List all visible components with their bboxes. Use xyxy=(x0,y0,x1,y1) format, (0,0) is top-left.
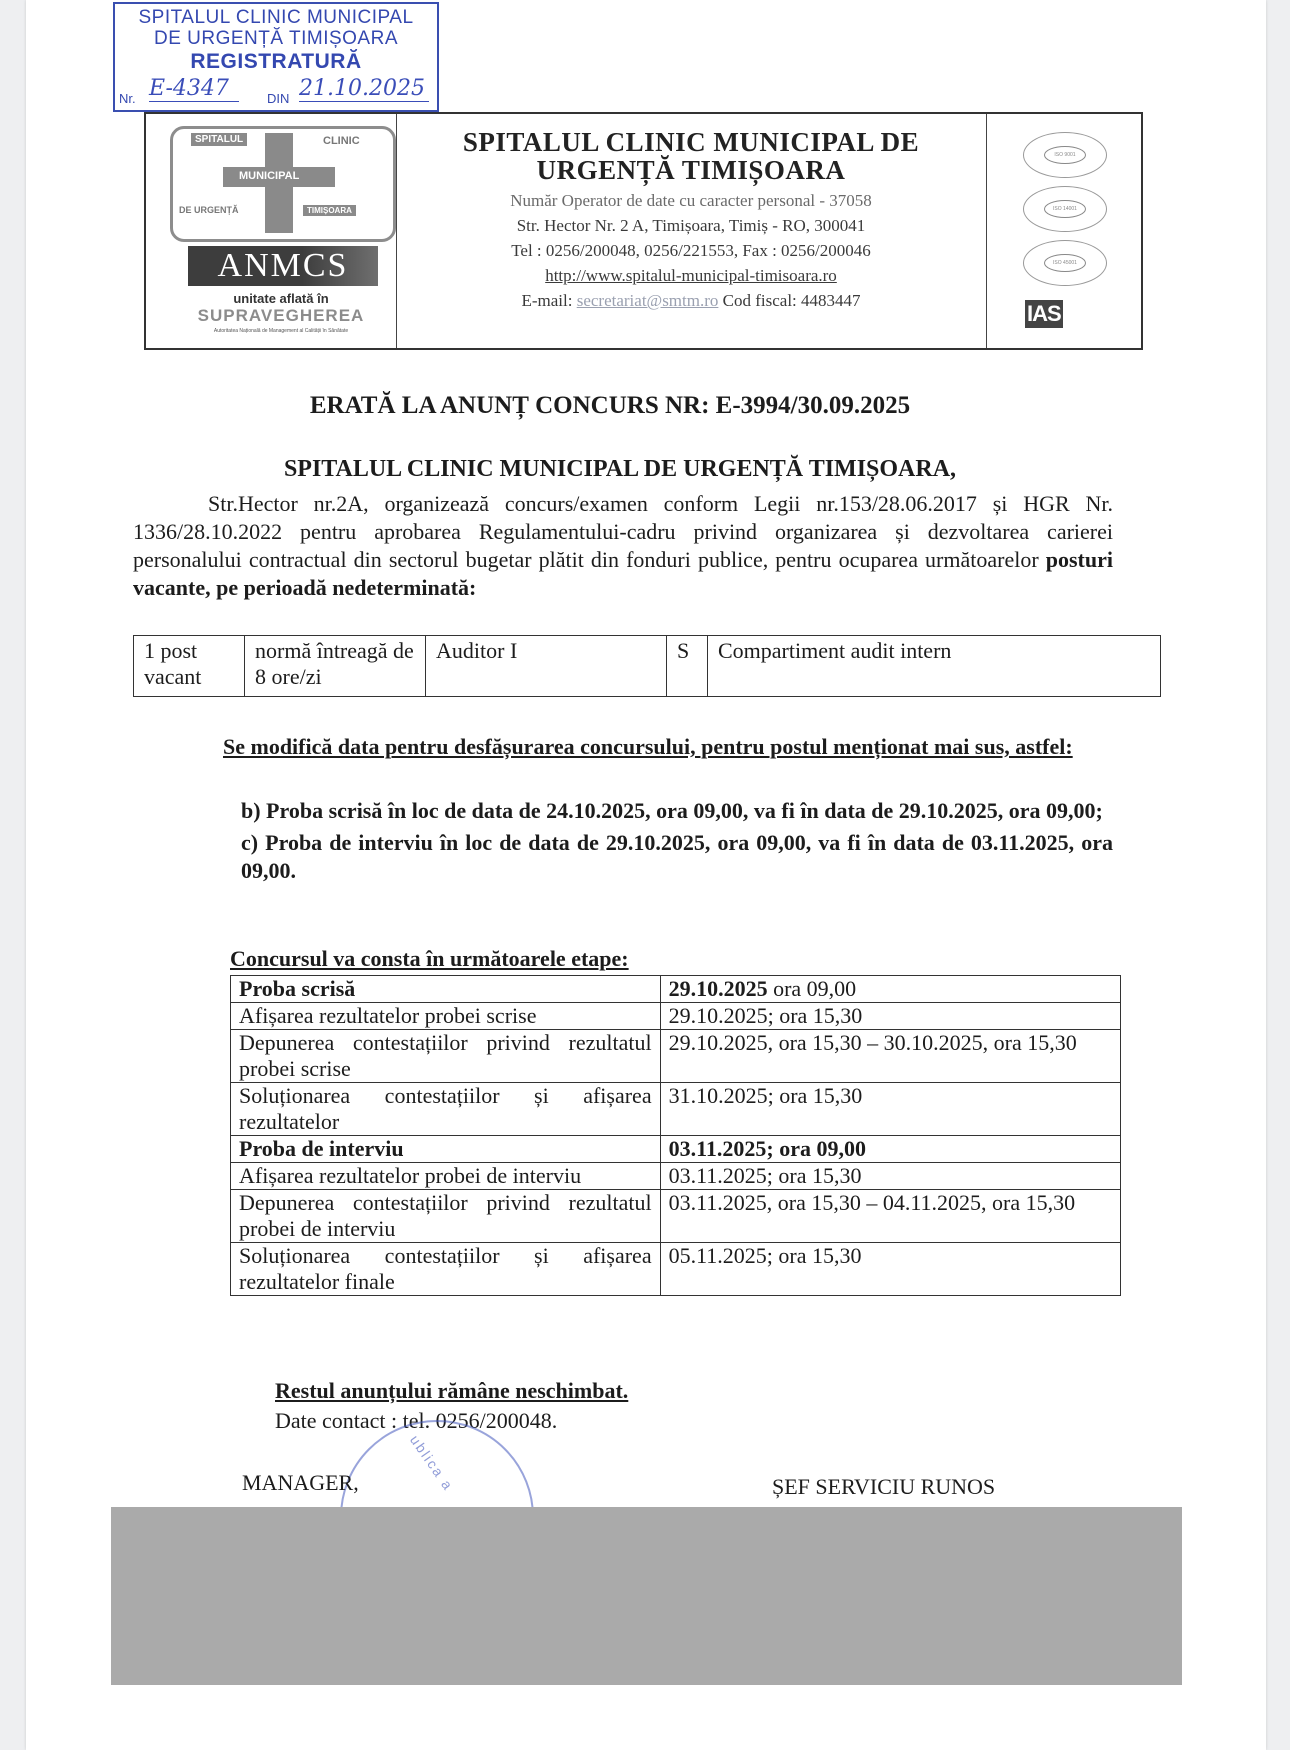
stage-date: 05.11.2025; ora 15,30 xyxy=(660,1243,1120,1296)
table-row xyxy=(231,1136,1121,1163)
stage-date: 29.10.2025; ora 15,30 xyxy=(660,1003,1120,1030)
modification-title: Se modifică data pentru desfășurarea concursului, pentru postul menționat mai sus, astfel: xyxy=(223,734,1073,759)
seal-text: ublica a xyxy=(406,1432,457,1494)
table-row xyxy=(231,1243,1121,1296)
hospital-name-line-2: URGENȚĂ TIMIȘOARA xyxy=(536,155,846,185)
stamp-din-value: 21.10.2025 xyxy=(299,76,429,102)
redaction-block xyxy=(111,1507,1182,1685)
modification-item-c: c) Proba de interviu în loc de data de 29.10.2025, ora 09,00, va fi în data de 03.11.2025, ora 09,00. xyxy=(241,830,1113,883)
letterhead-info xyxy=(396,114,986,348)
post-count: 1 post vacant xyxy=(134,636,245,697)
stage-name: Afișarea rezultatelor probei de interviu xyxy=(231,1163,661,1190)
table-row xyxy=(231,1083,1121,1136)
intro-paragraph xyxy=(133,490,1113,602)
address: Str. Hector Nr. 2 A, Timișoara, Timiș - RO, 300041 xyxy=(516,216,866,235)
fiscal-code: Cod fiscal: 4483447 xyxy=(722,291,861,310)
stamp-line-2: DE URGENȚĂ TIMIȘOARA xyxy=(153,28,398,49)
stamp-line-1: SPITALUL CLINIC MUNICIPAL xyxy=(138,7,414,28)
post-studies: S xyxy=(667,636,708,697)
stamp-din-label: DIN xyxy=(267,91,290,106)
stage-name: Depunerea contestațiilor privind rezultatul probei scrise xyxy=(231,1030,661,1083)
anmcs-supervision: SUPRAVEGHEREA xyxy=(197,306,365,325)
operator-number: Număr Operator de date cu caracter personal - 37058 xyxy=(510,191,872,210)
document-subheading: SPITALUL CLINIC MUNICIPAL DE URGENȚĂ TIMIȘOARA, xyxy=(283,456,957,482)
stage-name: Soluționarea contestațiilor și afișarea rezultatelor xyxy=(231,1083,661,1136)
stamp-nr-value: E-4347 xyxy=(149,76,239,102)
stage-name: Depunerea contestațiilor privind rezultatul probei de interviu xyxy=(231,1190,661,1243)
table-row xyxy=(231,1003,1121,1030)
stages-title: Concursul va consta în următoarele etape: xyxy=(230,946,629,971)
signature-manager: MANAGER, xyxy=(242,1470,359,1495)
hospital-logo xyxy=(170,126,396,242)
post-norm: normă întreagă de 8 ore/zi xyxy=(245,636,426,697)
stamp-nr-label: Nr. xyxy=(119,91,136,106)
logo-text-urgenta: DE URGENȚĂ xyxy=(179,205,239,215)
logo-tag-spitalul: SPITALUL xyxy=(191,133,247,146)
table-row xyxy=(231,1190,1121,1243)
stage-name: Afișarea rezultatelor probei scrise xyxy=(231,1003,661,1030)
table-row xyxy=(231,1030,1121,1083)
website-link[interactable]: http://www.spitalul-municipal-timisoara.ro xyxy=(545,266,837,285)
modification-list xyxy=(241,797,1113,889)
email-link[interactable]: secretariat@smtm.ro xyxy=(576,291,719,310)
stages-table xyxy=(230,975,1121,1296)
anmcs-agency: Autoritatea Națională de Management al Calității în Sănătate xyxy=(213,328,349,334)
intro-bold: posturi vacante, pe perioadă nedeterminată: xyxy=(133,547,1113,600)
iso-certification-icon: ISO 9001 xyxy=(1023,132,1107,178)
logo-tag-timisoara: TIMIȘOARA xyxy=(303,205,356,216)
stage-date: 29.10.2025, ora 15,30 – 30.10.2025, ora 15,30 xyxy=(660,1030,1120,1083)
table-row xyxy=(231,976,1121,1003)
email-label: E-mail: xyxy=(521,291,573,310)
stage-date: 29.10.2025 ora 09,00 xyxy=(660,976,1120,1003)
stage-date: 03.11.2025; ora 15,30 xyxy=(660,1163,1120,1190)
stage-date: 31.10.2025; ora 15,30 xyxy=(660,1083,1120,1136)
certification-logos xyxy=(986,114,1142,348)
contact-info: Date contact : tel. 0256/200048. xyxy=(275,1408,558,1433)
intro-text: Str.Hector nr.2A, organizează concurs/examen conform Legii nr.153/28.06.2017 și HGR Nr. 1336/28.10.2022 pentru aprobarea Regulamentului-cadru privind organizarea și dezvoltarea carierei personalului contractual din sectorul bugetar plătit din fonduri publice, pentru ocuparea următoarelor xyxy=(133,491,1113,572)
post-function: Auditor I xyxy=(426,636,667,697)
letterhead xyxy=(144,112,1143,350)
registry-stamp xyxy=(113,2,439,112)
logo-tag-municipal: MUNICIPAL xyxy=(235,169,303,183)
logo-text-clinic: CLINIC xyxy=(323,135,360,147)
document-heading: ERATĂ LA ANUNȚ CONCURS NR: E-3994/30.09.2025 xyxy=(309,392,911,419)
anmcs-logo: ANMCS xyxy=(188,246,378,286)
hospital-name-line-1: SPITALUL CLINIC MUNICIPAL DE xyxy=(462,127,920,157)
iso-certification-icon: ISO 45001 xyxy=(1023,240,1107,286)
anmcs-unit-line: unitate aflată în xyxy=(233,291,329,306)
phone-fax: Tel : 0256/200048, 0256/221553, Fax : 0256/200046 xyxy=(511,241,871,260)
iso-certification-icon: ISO 14001 xyxy=(1023,186,1107,232)
stage-name: Proba de interviu xyxy=(231,1136,661,1163)
post-table xyxy=(133,635,1161,697)
stage-date: 03.11.2025; ora 09,00 xyxy=(660,1136,1120,1163)
signature-hr-head: ȘEF SERVICIU RUNOS xyxy=(772,1474,996,1499)
ias-logo: IAS xyxy=(1027,301,1061,326)
stage-name: Soluționarea contestațiilor și afișarea rezultatelor finale xyxy=(231,1243,661,1296)
table-row xyxy=(231,1163,1121,1190)
stage-date: 03.11.2025, ora 15,30 – 04.11.2025, ora 15,30 xyxy=(660,1190,1120,1243)
hospital-logo-area xyxy=(146,114,397,348)
stamp-line-3: REGISTRATURĂ xyxy=(190,50,362,73)
rest-unchanged-note: Restul anunțului rămâne neschimbat. xyxy=(275,1378,629,1403)
post-department: Compartiment audit intern xyxy=(708,636,1161,697)
stage-name: Proba scrisă xyxy=(231,976,661,1003)
table-row xyxy=(134,636,1161,697)
modification-item-b: b) Proba scrisă în loc de data de 24.10.2025, ora 09,00, va fi în data de 29.10.2025, ora 09,00; xyxy=(241,798,1103,823)
